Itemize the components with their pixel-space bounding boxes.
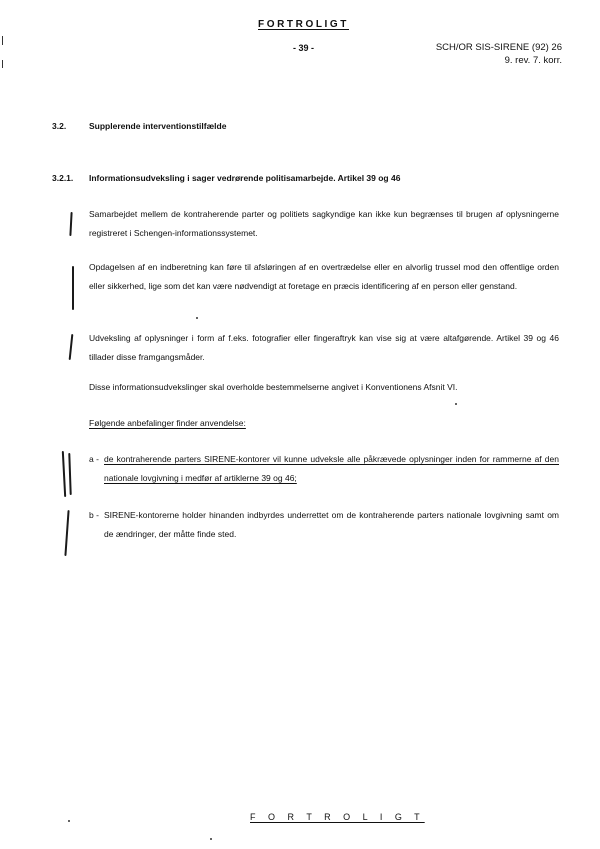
- item-marker: b -: [89, 510, 99, 520]
- revision-bar: [62, 451, 66, 497]
- classification-footer: F O R T R O L I G T: [250, 812, 425, 822]
- revision-bar: [72, 266, 74, 310]
- document-reference: [416, 41, 562, 67]
- section-title: Supplerende interventionstilfælde: [89, 121, 227, 131]
- section-number: 3.2.: [52, 121, 67, 131]
- item-text: SIRENE-kontorerne holder hinanden indbyrdes underrettet om de kontraherende parters nationale lovgivning samt om de ændringer, der måtte finde sted.: [104, 510, 559, 539]
- scan-mark: [2, 36, 3, 45]
- revision-bar: [69, 334, 74, 360]
- paragraph: Udveksling af oplysninger i form af f.eks. fotografier eller fingeraftryk kan vise sig at være altafgørende. Artikel 39 og 46 tillader disse framgangsmåder.: [89, 333, 559, 362]
- recommendations-heading: Følgende anbefalinger finder anvendelse:: [89, 418, 246, 428]
- scan-speck: [196, 317, 198, 319]
- revision-note: 9. rev. 7. korr.: [504, 55, 562, 66]
- scan-speck: [210, 838, 212, 840]
- recommendation-item: [89, 450, 559, 487]
- paragraph: Opdagelsen af en indberetning kan føre til afsløringen af en overtrædelse eller en alvorlig trussel mod den offentlige orden eller sikkerhed, lige som det kan være nødvendigt at foretage en præcis identificering af en person eller genstand.: [89, 262, 559, 291]
- scan-speck: [455, 403, 457, 405]
- scan-speck: [68, 820, 70, 822]
- classification-header: FORTROLIGT: [258, 19, 349, 30]
- revision-bar: [64, 510, 69, 556]
- paragraph: Samarbejdet mellem de kontraherende parter og politiets sagkyndige kan ikke kun begrænses til brugen af oplysningerne registreret i Schengen-informationssystemet.: [89, 209, 559, 238]
- reference-code: SCH/OR SIS-SIRENE (92) 26: [435, 42, 562, 53]
- paragraph: Disse informationsudvekslinger skal overholde bestemmelserne angivet i Konventionens Afsnit VI.: [89, 382, 458, 392]
- subsection-title: Informationsudveksling i sager vedrørende politisamarbejde. Artikel 39 og 46: [89, 173, 401, 183]
- page-number: - 39 -: [293, 43, 315, 53]
- revision-bar: [69, 212, 72, 236]
- item-text: de kontraherende parters SIRENE-kontorer vil kunne udveksle alle påkrævede oplysninger inden for rammerne af den nationale lovgivning i medfør af artiklerne 39 og 46;: [104, 454, 559, 483]
- subsection-number: 3.2.1.: [52, 173, 74, 183]
- recommendation-item: [89, 506, 559, 543]
- scan-mark: [2, 60, 3, 68]
- item-marker: a -: [89, 454, 99, 464]
- revision-bar: [68, 453, 71, 495]
